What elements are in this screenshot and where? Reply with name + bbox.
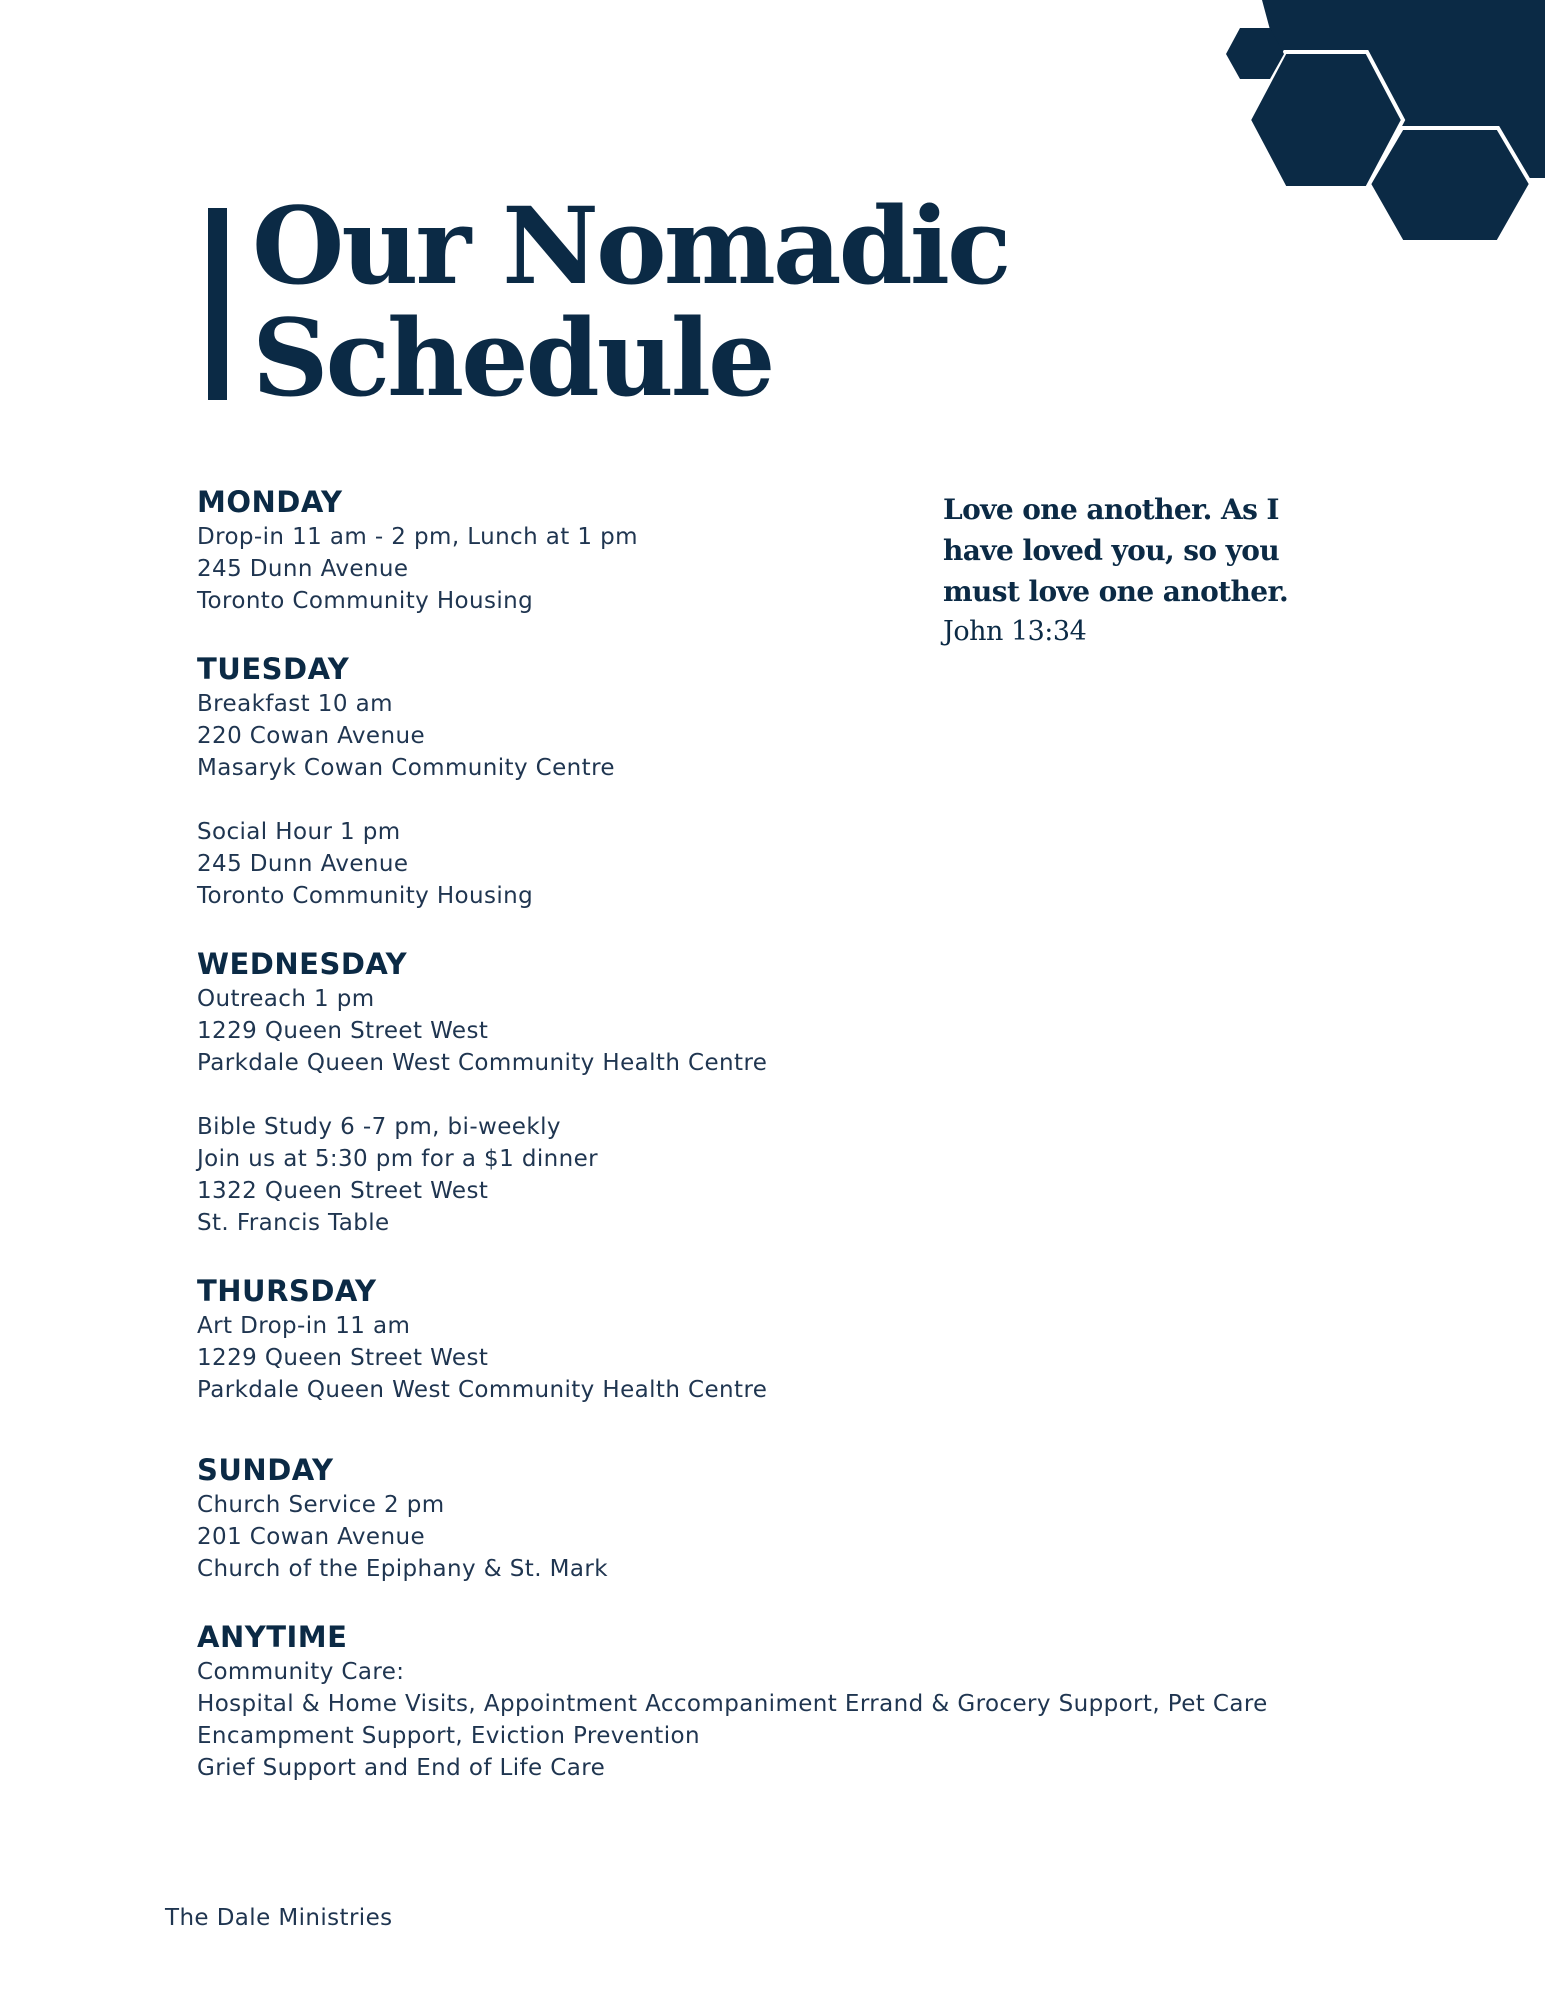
schedule-entry bbox=[197, 816, 1397, 912]
entry-line: 245 Dunn Avenue bbox=[197, 556, 409, 582]
quote-reference: John 13:34 bbox=[943, 616, 1087, 647]
entry-line: 1322 Queen Street West bbox=[197, 1178, 489, 1204]
day-sunday bbox=[197, 1452, 1397, 1585]
entry-line: 201 Cowan Avenue bbox=[197, 1524, 425, 1550]
title-line-1: Our Nomadic bbox=[252, 183, 1009, 308]
title-accent-bar bbox=[208, 208, 227, 400]
schedule-entry bbox=[197, 688, 1397, 784]
schedule-entry bbox=[197, 1310, 1397, 1406]
day-heading: THURSDAY bbox=[197, 1274, 377, 1308]
entry-line: Community Care: bbox=[197, 1659, 405, 1685]
day-thursday bbox=[197, 1273, 1397, 1406]
entry-line: 220 Cowan Avenue bbox=[197, 723, 425, 749]
quote-line: have loved you, so you bbox=[943, 534, 1280, 567]
entry-line: St. Francis Table bbox=[197, 1210, 390, 1236]
day-anytime bbox=[197, 1619, 1397, 1784]
schedule-entry bbox=[197, 1656, 1397, 1784]
day-heading: SUNDAY bbox=[197, 1453, 334, 1487]
schedule-entry bbox=[197, 983, 1397, 1079]
entry-line: 1229 Queen Street West bbox=[197, 1018, 489, 1044]
day-heading: ANYTIME bbox=[197, 1620, 348, 1654]
entry-line: Drop-in 11 am - 2 pm, Lunch at 1 pm bbox=[197, 524, 638, 550]
bible-quote bbox=[943, 489, 1363, 652]
title-line-2: Schedule bbox=[252, 295, 773, 420]
entry-line: Breakfast 10 am bbox=[197, 691, 393, 717]
entry-line: Encampment Support, Eviction Prevention bbox=[197, 1723, 700, 1749]
hexagon-large-lower bbox=[1369, 128, 1531, 242]
entry-line: Hospital & Home Visits, Appointment Accompaniment Errand & Grocery Support, Pet Care bbox=[197, 1691, 1268, 1717]
entry-line: Toronto Community Housing bbox=[197, 588, 534, 614]
footer-organization: The Dale Ministries bbox=[165, 1905, 393, 1931]
entry-line: Bible Study 6 -7 pm, bi-weekly bbox=[197, 1114, 561, 1140]
entry-line: Parkdale Queen West Community Health Centre bbox=[197, 1050, 768, 1076]
day-heading: TUESDAY bbox=[197, 652, 350, 686]
page-title bbox=[252, 183, 1009, 420]
schedule bbox=[197, 484, 1397, 1784]
entry-line: Parkdale Queen West Community Health Centre bbox=[197, 1377, 768, 1403]
entry-line: Art Drop-in 11 am bbox=[197, 1313, 411, 1339]
entry-line: Grief Support and End of Life Care bbox=[197, 1755, 606, 1781]
quote-line: Love one another. As I bbox=[943, 493, 1279, 526]
quote-line: must love one another. bbox=[943, 575, 1289, 608]
schedule-entry bbox=[197, 1111, 1397, 1239]
entry-line: 1229 Queen Street West bbox=[197, 1345, 489, 1371]
entry-line: Social Hour 1 pm bbox=[197, 819, 401, 845]
entry-line: Church Service 2 pm bbox=[197, 1492, 445, 1518]
day-heading: WEDNESDAY bbox=[197, 947, 408, 981]
entry-line: Toronto Community Housing bbox=[197, 883, 534, 909]
schedule-entry bbox=[197, 1489, 1397, 1585]
day-heading: MONDAY bbox=[197, 485, 343, 519]
day-tuesday bbox=[197, 651, 1397, 912]
entry-line: Masaryk Cowan Community Centre bbox=[197, 755, 615, 781]
entry-line: Join us at 5:30 pm for a $1 dinner bbox=[197, 1146, 598, 1172]
entry-line: 245 Dunn Avenue bbox=[197, 851, 409, 877]
day-wednesday bbox=[197, 946, 1397, 1239]
entry-line: Outreach 1 pm bbox=[197, 986, 375, 1012]
entry-line: Church of the Epiphany & St. Mark bbox=[197, 1556, 608, 1582]
